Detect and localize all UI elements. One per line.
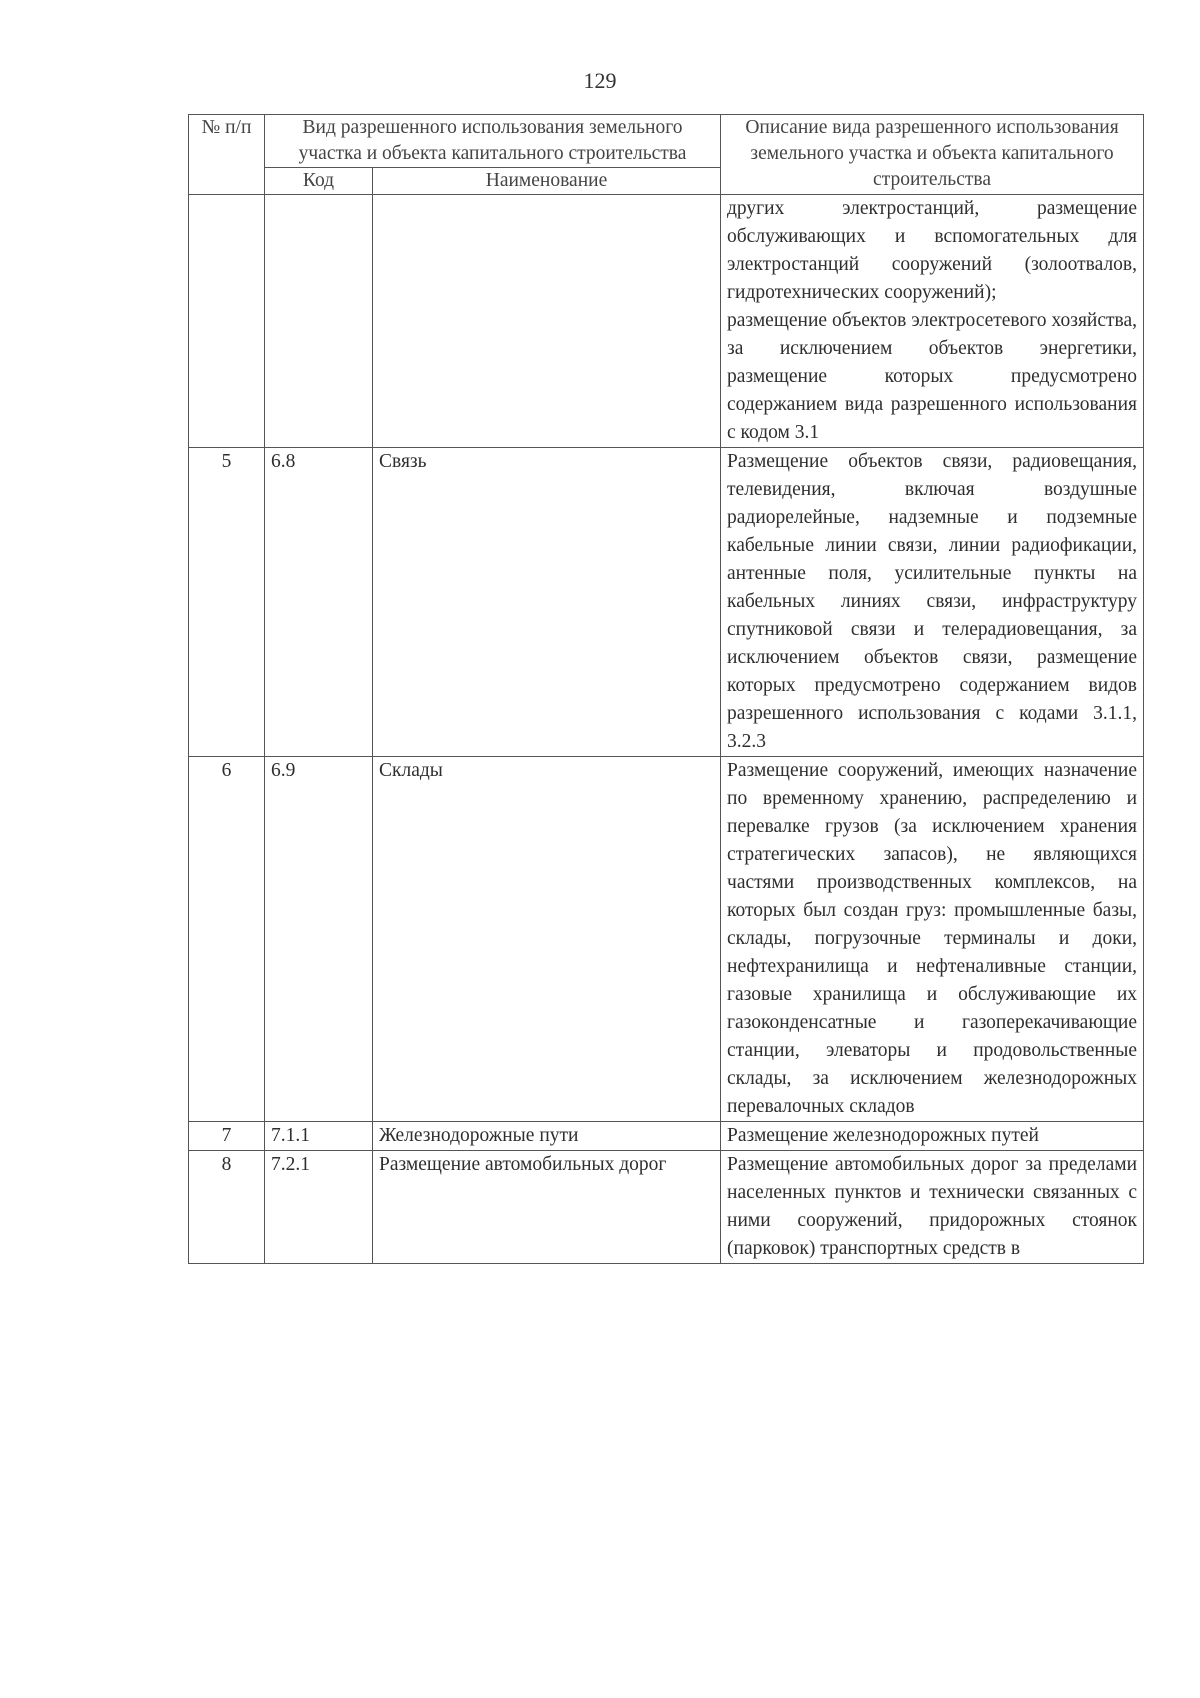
land-use-table (188, 114, 1144, 1264)
row-num: 5 (189, 448, 265, 757)
row-opis-paragraph: Размещение объектов связи, радиовещания, телевидения, включая воздушные радиорелейные, надземные и подземные кабельные линии связи, линии радиофикации, антенные поля, усилительные пункты на кабельных линиях связи, инфраструктуру спутниковой связи и телерадиовещания, за исключением объектов связи, размещение которых предусмотрено содержанием видов разрешенного использования с кодами 3.1.1, 3.2.3 (727, 451, 1138, 752)
table-row (189, 1122, 1144, 1151)
row-kod: 6.8 (265, 448, 373, 757)
row-opis (721, 195, 1144, 448)
row-opis (721, 1122, 1144, 1151)
header-opis: Описание вида разрешенного использования земельного участка и объекта капитального строительства (721, 115, 1144, 195)
row-naim: Связь (373, 448, 721, 757)
header-vid: Вид разрешенного использования земельного участка и объекта капитального строительства (265, 115, 721, 168)
header-num: № п/п (189, 115, 265, 195)
row-naim: Железнодорожные пути (373, 1122, 721, 1151)
table-row (189, 1151, 1144, 1264)
row-kod: 7.1.1 (265, 1122, 373, 1151)
page-number: 129 (583, 68, 617, 93)
row-kod: 7.2.1 (265, 1151, 373, 1264)
row-opis (721, 1151, 1144, 1264)
row-opis-paragraph: Размещение сооружений, имеющих назначение по временному хранению, распределению и перевалке грузов (за исключением хранения стратегических запасов), не являющихся частями производственных комплексов, на которых был создан груз: промышленные базы, склады, погрузочные терминалы и доки, нефтехранилища и нефтеналивные станции, газовые хранилища и обслуживающие их газоконденсатные и газоперекачивающие станции, элеваторы и продовольственные склады, за исключением железнодорожных перевалочных складов (727, 760, 1138, 1117)
table-row (189, 195, 1144, 448)
row-num: 8 (189, 1151, 265, 1264)
row-naim (373, 195, 721, 448)
table-row (189, 757, 1144, 1122)
header-naim: Наименование (373, 168, 721, 195)
table-header-row (189, 115, 1144, 168)
row-num (189, 195, 265, 448)
row-opis-paragraph: других электростанций, размещение обслуживающих и вспомогательных для электростанций сооружений (золоотвалов, гидротехнических сооружений); (727, 198, 1138, 303)
row-opis (721, 448, 1144, 757)
table-row (189, 448, 1144, 757)
row-opis-paragraph: размещение объектов электросетевого хозяйства, за исключением объектов энергетики, размещение которых предусмотрено содержанием вида разрешенного использования с кодом 3.1 (727, 310, 1138, 443)
row-num: 6 (189, 757, 265, 1122)
row-num: 7 (189, 1122, 265, 1151)
row-opis (721, 757, 1144, 1122)
row-opis-paragraph: Размещение автомобильных дорог за пределами населенных пунктов и технически связанных с ними сооружений, придорожных стоянок (парковок) транспортных средств в (727, 1154, 1138, 1259)
row-opis-paragraph: Размещение железнодорожных путей (727, 1125, 1039, 1146)
row-naim: Размещение автомобильных дорог (373, 1151, 721, 1264)
row-naim: Склады (373, 757, 721, 1122)
header-kod: Код (265, 168, 373, 195)
row-kod: 6.9 (265, 757, 373, 1122)
row-kod (265, 195, 373, 448)
